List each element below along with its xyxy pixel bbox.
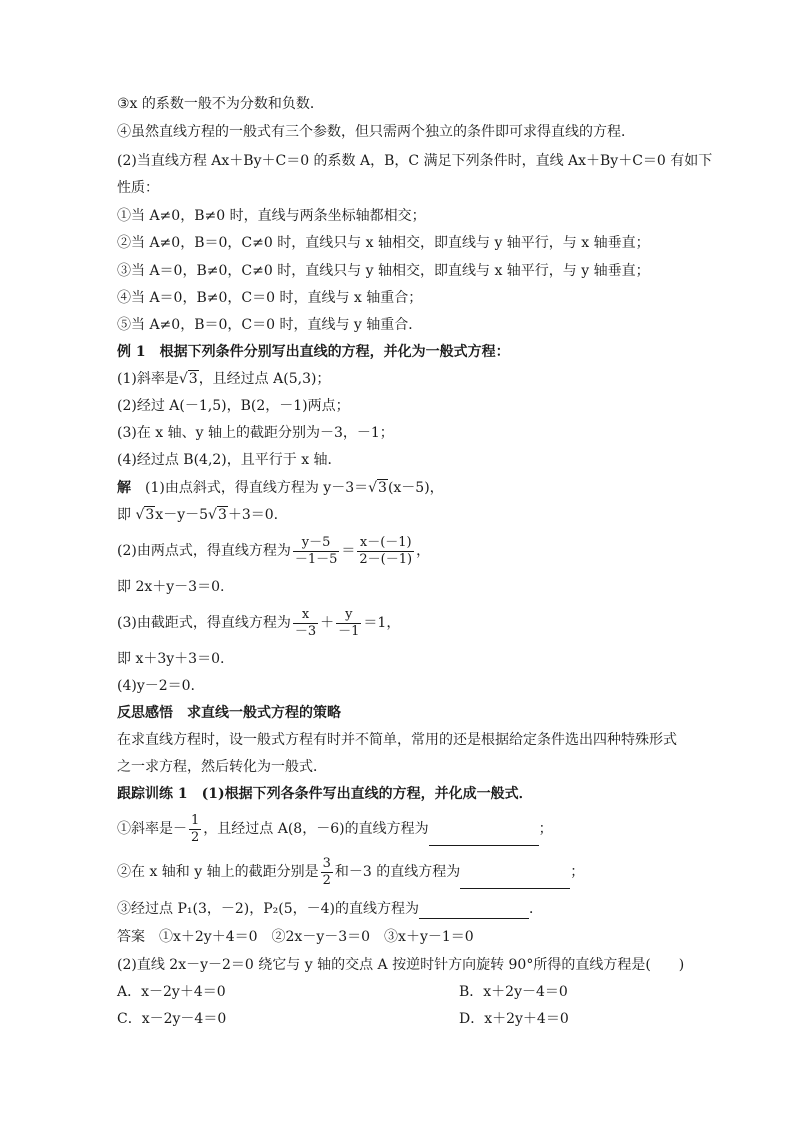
solution-2: (2)由两点式，得直线方程为 $\frac{y-5}{-1-5}$ ＝ $\frac{x-(-1)}{2-(-1)}$ ，: [117, 534, 431, 567]
reflection-text-1: 在求直线方程时，设一般式方程有时并不简单，常用的还是根据给定条件选出四种特殊形式: [117, 732, 677, 748]
solution-3-result: 即 x＋3y＋3＝0.: [117, 651, 225, 667]
condition-1: ①当 A≠0，B≠0 时，直线与两条坐标轴都相交；: [117, 208, 426, 224]
example-question-3: (3)在 x 轴、y 轴上的截距分别为－3，－1；: [117, 425, 394, 441]
example-question-4: (4)经过点 B(4,2)，且平行于 x 轴．: [117, 452, 342, 468]
condition-5: ⑤当 A≠0，B＝0，C＝0 时，直线与 y 轴重合．: [117, 317, 423, 333]
training-item-2: ②在 x 轴和 y 轴上的截距分别是 $\frac{3}{2}$ 和－3 的直线方程为 ；: [117, 855, 585, 888]
note-4: ④虽然直线方程的一般式有三个参数，但只需两个独立的条件即可求得直线的方程．: [117, 124, 635, 140]
condition-3: ③当 A＝0，B≠0，C≠0 时，直线只与 y 轴相交，即直线与 x 轴平行，与 y 轴垂直；: [117, 263, 650, 279]
fraction: $\frac{1}{2}$: [191, 812, 200, 845]
reflection-heading: 反思感悟 求直线一般式方程的策略: [117, 705, 341, 721]
example-heading: 例 1 根据下列条件分别写出直线的方程，并化为一般式方程：: [117, 344, 510, 360]
solution-label: 解: [117, 480, 131, 496]
training-item-3: ③经过点 P₁(3，－2)，P₂(5，－4)的直线方程为 ．: [117, 901, 543, 917]
sqrt-sign: √3: [178, 371, 198, 387]
solution-4: (4)y－2＝0.: [117, 678, 196, 694]
condition-2: ②当 A≠0，B＝0，C≠0 时，直线只与 x 轴相交，即直线与 y 轴平行，与 x 轴垂直；: [117, 235, 650, 251]
training-heading: 跟踪训练 1 (1)根据下列各条件写出直线的方程，并化成一般式．: [117, 786, 533, 802]
solution-3: (3)由截距式，得直线方程为 $\frac{x}{-3}$ ＋ $\frac{y}{-1}$ ＝1，: [117, 606, 401, 639]
fraction: $\frac{3}{2}$: [322, 855, 331, 888]
answer-blank: [419, 904, 529, 919]
option-b: B．x＋2y－4＝0: [459, 984, 568, 1000]
reflection-text-2: 之一求方程，然后转化为一般式．: [117, 759, 327, 775]
fraction: $\frac{x}{-3}$: [294, 606, 317, 639]
fraction: $\frac{y-5}{-1-5}$: [294, 534, 338, 567]
training-answer: 答案 ①x＋2y＋4＝0 ②2x－y－3＝0 ③x＋y－1＝0: [117, 929, 474, 945]
note-3: ③x 的系数一般不为分数和负数．: [117, 96, 324, 112]
option-row-1: [117, 982, 568, 1002]
option-a: A．x－2y＋4＝0: [117, 984, 226, 1000]
fraction: $\frac{x-(-1)}{2-(-1)}$: [359, 534, 413, 567]
condition-4: ④当 A＝0，B≠0，C＝0 时，直线与 x 轴重合；: [117, 290, 423, 306]
fraction: $\frac{y}{-1}$: [338, 606, 360, 639]
training-item-1: ①斜率是－ $\frac{1}{2}$ ，且经过点 A(8，－6)的直线方程为 ；: [117, 812, 553, 845]
option-c: C．x－2y－4＝0: [117, 1011, 227, 1027]
property-intro-cont: 性质：: [117, 180, 159, 196]
answer-blank: [429, 831, 539, 846]
example-question-1: (1)斜率是√3，且经过点 A(5,3)；: [117, 371, 331, 387]
training-question-2: (2)直线 2x－y－2＝0 绕它与 y 轴的交点 A 按逆时针方向旋转 90°所得的直线方程是( ): [117, 957, 685, 973]
option-row-2: [117, 1009, 569, 1029]
answer-blank: [460, 874, 570, 889]
property-intro: (2)当直线方程 Ax＋By＋C＝0 的系数 A，B，C 满足下列条件时，直线 Ax＋By＋C＝0 有如下: [117, 153, 713, 169]
option-d: D．x＋2y＋4＝0: [459, 1011, 569, 1027]
solution-1-result: 即 √3x－y－5√3＋3＝0.: [117, 507, 279, 523]
solution-1: 解 (1)由点斜式，得直线方程为 y－3＝√3(x－5)，: [117, 480, 444, 496]
solution-2-result: 即 2x＋y－3＝0.: [117, 579, 225, 595]
example-question-2: (2)经过 A(－1,5)，B(2，－1)两点；: [117, 398, 350, 414]
